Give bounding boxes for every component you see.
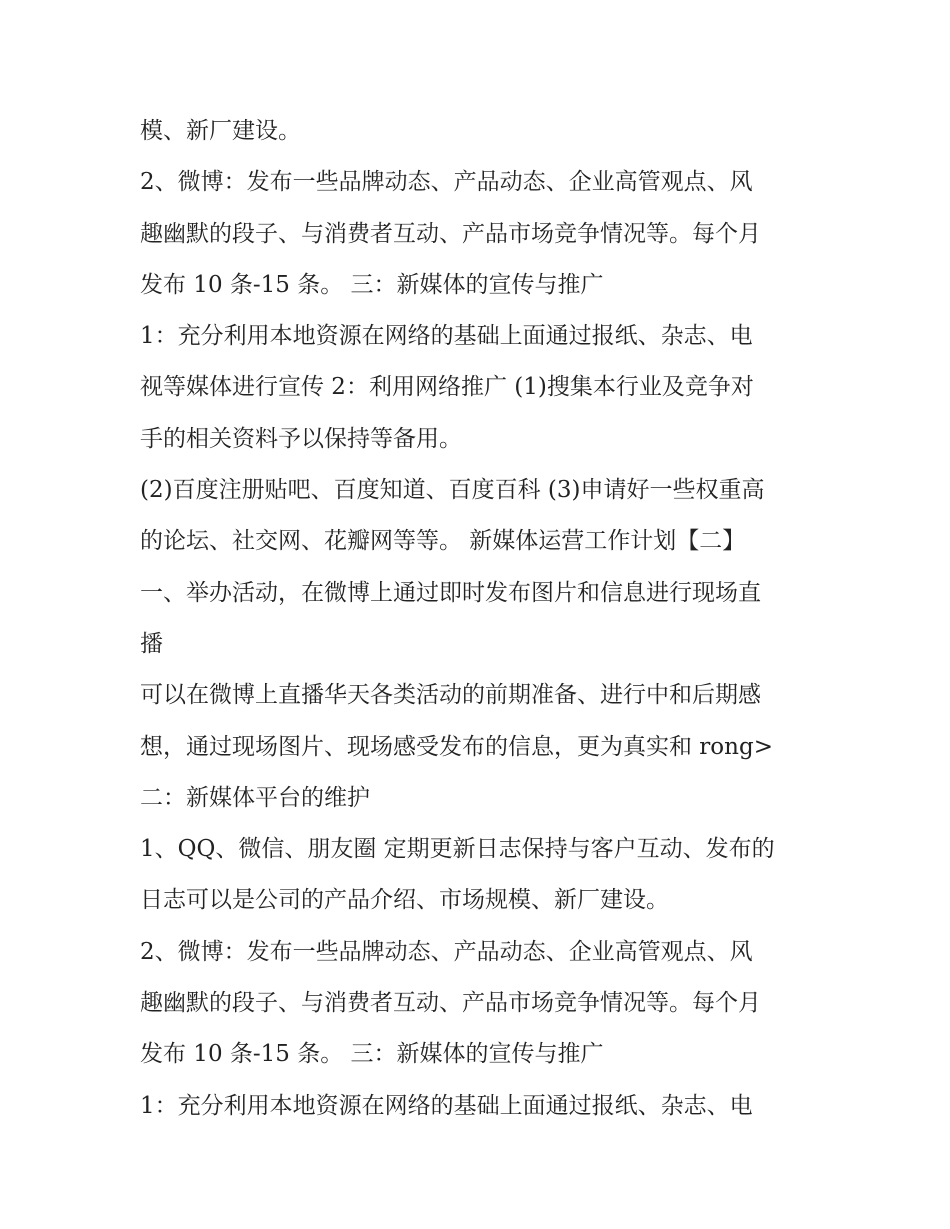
text-line: 视等媒体进行宣传 2：利用网络推广 (1)搜集本行业及竞争对 bbox=[140, 374, 754, 401]
text-line: 趣幽默的段子、与消费者互动、产品市场竞争情况等。每个月 bbox=[140, 220, 761, 247]
text-line: 1：充分利用本地资源在网络的基础上面通过报纸、杂志、电 bbox=[140, 323, 753, 350]
text-line: 2、微博：发布一些品牌动态、产品动态、企业高管观点、风 bbox=[140, 169, 753, 196]
text-line: 可以在微博上直播华天各类活动的前期准备、进行中和后期感 bbox=[140, 682, 761, 709]
text-line: 一、举办活动，在微博上通过即时发布图片和信息进行现场直 bbox=[140, 579, 761, 606]
text-line: (2)百度注册贴吧、百度知道、百度百科 (3)申请好一些权重高 bbox=[140, 477, 765, 504]
text-line: 1：充分利用本地资源在网络的基础上面通过报纸、杂志、电 bbox=[140, 1092, 753, 1119]
text-line: 发布 10 条-15 条。 三：新媒体的宣传与推广 bbox=[140, 271, 604, 298]
text-line: 趣幽默的段子、与消费者互动、产品市场竞争情况等。每个月 bbox=[140, 990, 761, 1017]
section-heading: 二：新媒体平台的维护 bbox=[140, 784, 370, 811]
text-line: 模、新厂建设。 bbox=[140, 118, 301, 144]
text-line: 播 bbox=[140, 630, 163, 657]
text-line: 2、微博：发布一些品牌动态、产品动态、企业高管观点、风 bbox=[140, 938, 753, 965]
text-line: 手的相关资料予以保持等备用。 bbox=[140, 425, 462, 452]
text-line: 的论坛、社交网、花瓣网等等。 新媒体运营工作计划【二】 bbox=[140, 528, 746, 555]
text-line: 日志可以是公司的产品介绍、市场规模、新厂建设。 bbox=[140, 887, 669, 914]
text-line: 1、QQ、微信、朋友圈 定期更新日志保持与客户互动、发布的 bbox=[140, 836, 775, 863]
text-line: 想，通过现场图片、现场感受发布的信息，更为真实和 rong> bbox=[140, 733, 773, 760]
text-line: 发布 10 条-15 条。 三：新媒体的宣传与推广 bbox=[140, 1041, 604, 1068]
document-body bbox=[140, 106, 830, 1132]
